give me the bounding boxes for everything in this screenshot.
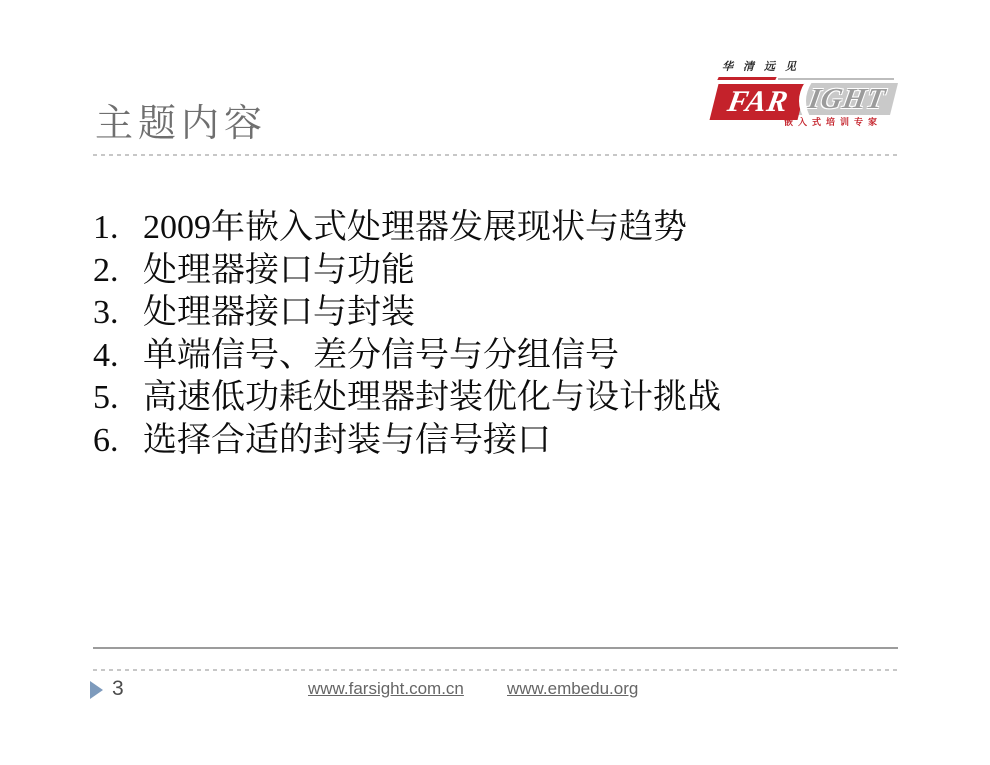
list-item-text: 2009年嵌入式处理器发展现状与趋势 xyxy=(143,209,687,246)
list-item-text: 选择合适的封装与信号接口 xyxy=(143,421,551,459)
list-item-number: 1. xyxy=(93,209,119,246)
list-item xyxy=(93,207,903,250)
list-item-number: 5. xyxy=(93,379,119,416)
list-item-number: 4. xyxy=(93,336,119,374)
list-item xyxy=(93,377,903,420)
page-marker-triangle-icon xyxy=(90,681,103,699)
page-number: 3 xyxy=(112,677,124,700)
footer-solid-divider xyxy=(93,647,898,649)
list-item xyxy=(93,420,903,463)
list-item-number: 2. xyxy=(93,251,119,289)
embedu-website-link[interactable]: www.embedu.org xyxy=(507,679,639,698)
list-item-text: 高速低功耗处理器封装优化与设计挑战 xyxy=(143,379,721,416)
list-item-number: 6. xyxy=(93,421,119,459)
logo-tagline: 嵌入式培训专家 xyxy=(784,117,883,127)
list-item-text: 单端信号、差分信号与分组信号 xyxy=(143,336,619,374)
list-item-text: 处理器接口与功能 xyxy=(143,251,415,289)
logo-far-text: FAR xyxy=(724,85,792,118)
page-title: 主题内容 xyxy=(95,103,268,145)
title-divider xyxy=(93,154,898,156)
logo-ight-text: IGHT xyxy=(805,82,889,115)
list-item-text: 处理器接口与封装 xyxy=(143,294,415,331)
farsight-logo xyxy=(712,58,900,130)
list-item xyxy=(93,292,903,335)
logo-underline-red xyxy=(717,77,776,80)
list-item-number: 3. xyxy=(93,294,119,331)
list-item xyxy=(93,335,903,378)
logo-underline-gray xyxy=(778,78,894,80)
list-item xyxy=(93,250,903,293)
footer-dotted-divider xyxy=(93,669,898,671)
farsight-website-link[interactable]: www.farsight.com.cn xyxy=(308,679,464,698)
topic-list xyxy=(93,207,903,462)
logo-brand-chinese: 华清远见 xyxy=(722,61,806,73)
